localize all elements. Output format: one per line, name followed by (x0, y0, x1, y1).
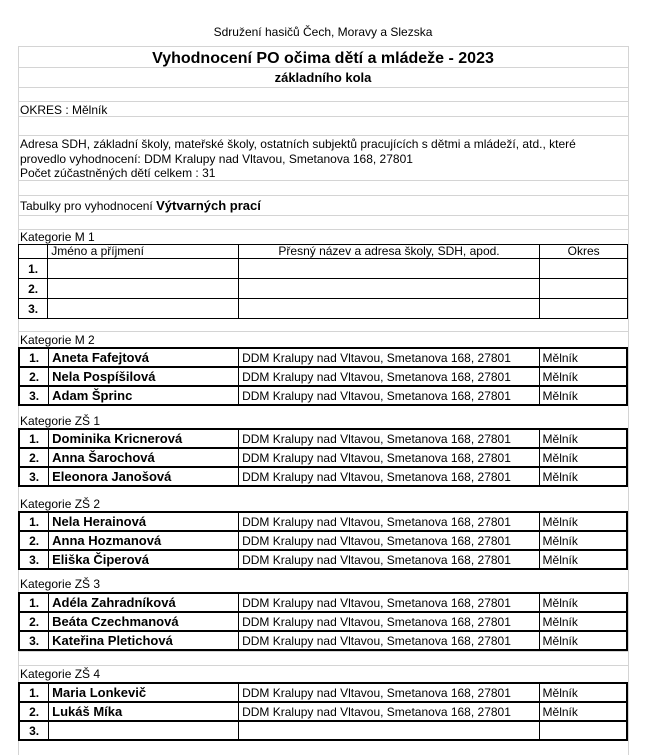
page-title: Vyhodnocení PO očima dětí a mládeže - 2023 (152, 50, 494, 67)
table-row (19, 721, 627, 740)
grid-line (18, 46, 628, 47)
row-okres: Mělník (539, 512, 627, 531)
row-address (238, 259, 539, 279)
header-name: Jméno a příjmení (48, 245, 239, 259)
row-address: DDM Kralupy nad Vltavou, Smetanova 168, 27801 (239, 367, 539, 386)
row-okres: Mělník (539, 550, 627, 569)
category-table-m2 (18, 347, 628, 406)
row-address: DDM Kralupy nad Vltavou, Smetanova 168, 27801 (239, 612, 539, 631)
table-row (19, 612, 627, 631)
row-address: DDM Kralupy nad Vltavou, Smetanova 168, 27801 (239, 702, 539, 721)
category-label: Kategorie ZŠ 3 (20, 577, 101, 591)
grid-line (18, 135, 628, 136)
row-name (48, 259, 239, 279)
row-address: DDM Kralupy nad Vltavou, Smetanova 168, 27801 (239, 531, 539, 550)
table-row (19, 512, 627, 531)
tables-heading-subject: Výtvarných prací (156, 198, 261, 213)
category-table-zs3 (18, 592, 628, 651)
grid-line (18, 215, 628, 216)
row-okres: Mělník (539, 702, 627, 721)
grid-line (18, 101, 628, 102)
row-okres (539, 721, 627, 740)
organization-name: Sdružení hasičů Čech, Moravy a Slezska (213, 25, 433, 39)
table-row (19, 429, 627, 448)
address-line-1: Adresa SDH, základní školy, mateřské školy, ostatních subjektů pracujících s dětmi a mládeží, atd., které (20, 137, 576, 151)
row-number: 3. (19, 386, 49, 405)
row-number: 3. (19, 299, 48, 319)
row-name: Dominika Kricnerová (49, 429, 239, 448)
row-number: 1. (19, 348, 49, 367)
row-address (238, 299, 539, 319)
tables-heading (20, 199, 261, 213)
row-name (48, 299, 239, 319)
row-address (239, 721, 539, 740)
table-row (19, 448, 627, 467)
row-number: 2. (19, 279, 48, 299)
row-number: 2. (19, 531, 49, 550)
grid-line (18, 195, 628, 196)
grid-line (628, 46, 629, 755)
row-address: DDM Kralupy nad Vltavou, Smetanova 168, 27801 (239, 348, 539, 367)
header-okres: Okres (540, 245, 628, 259)
row-address: DDM Kralupy nad Vltavou, Smetanova 168, 27801 (239, 631, 539, 650)
row-okres: Mělník (539, 531, 627, 550)
row-okres: Mělník (539, 367, 627, 386)
page-subtitle: základního kola (274, 70, 372, 85)
row-name: Eleonora Janošová (49, 467, 239, 486)
okres-label: OKRES : Mělník (20, 103, 108, 117)
row-number: 1. (19, 593, 49, 612)
row-name: Nela Herainová (49, 512, 239, 531)
row-okres: Mělník (539, 429, 627, 448)
category-table-zs2 (18, 511, 628, 570)
grid-line (18, 180, 628, 181)
category-table-zs1 (18, 428, 628, 487)
grid-line (18, 229, 628, 230)
table-row (19, 279, 628, 299)
row-okres (540, 299, 628, 319)
row-number: 3. (19, 467, 49, 486)
address-line-2: provedlo vyhodnocení: DDM Kralupy nad Vltavou, Smetanova 168, 27801 (20, 152, 413, 166)
row-okres: Mělník (539, 448, 627, 467)
row-address: DDM Kralupy nad Vltavou, Smetanova 168, 27801 (239, 448, 539, 467)
row-number: 3. (19, 550, 49, 569)
tables-heading-prefix: Tabulky pro vyhodnocení (20, 199, 157, 213)
row-name: Maria Lonkevič (49, 683, 239, 702)
row-address (238, 279, 539, 299)
table-row (19, 367, 627, 386)
row-address: DDM Kralupy nad Vltavou, Smetanova 168, 27801 (239, 467, 539, 486)
grid-line (18, 87, 628, 88)
row-number: 1. (19, 512, 49, 531)
category-label: Kategorie ZŠ 2 (20, 497, 101, 511)
grid-line (18, 116, 628, 117)
table-row (19, 531, 627, 550)
table-row (19, 683, 627, 702)
table-row (19, 386, 627, 405)
row-name: Lukáš Míka (49, 702, 239, 721)
row-name: Eliška Čiperová (49, 550, 239, 569)
header-address: Přesný název a adresa školy, SDH, apod. (238, 245, 539, 259)
grid-line (18, 331, 628, 332)
row-number: 2. (19, 702, 49, 721)
row-okres: Mělník (539, 467, 627, 486)
table-row (19, 593, 627, 612)
category-label: Kategorie ZŠ 1 (20, 414, 101, 428)
table-row (19, 702, 627, 721)
row-okres (540, 279, 628, 299)
row-name (48, 279, 239, 299)
row-number: 2. (19, 367, 49, 386)
row-number: 1. (19, 259, 48, 279)
row-address: DDM Kralupy nad Vltavou, Smetanova 168, 27801 (239, 386, 539, 405)
row-name: Adam Šprinc (49, 386, 239, 405)
row-okres: Mělník (539, 386, 627, 405)
row-okres: Mělník (539, 593, 627, 612)
grid-line (18, 651, 628, 652)
row-number: 3. (19, 631, 49, 650)
row-number: 2. (19, 612, 49, 631)
row-number: 2. (19, 448, 49, 467)
row-number: 3. (19, 721, 49, 740)
row-okres: Mělník (539, 612, 627, 631)
category-label: Kategorie M 2 (20, 333, 95, 347)
row-name: Beáta Czechmanová (49, 612, 239, 631)
row-address: DDM Kralupy nad Vltavou, Smetanova 168, 27801 (239, 429, 539, 448)
header-cell (19, 245, 48, 259)
row-okres: Mělník (539, 631, 627, 650)
participant-count: Počet zúčastněných dětí celkem : 31 (20, 166, 216, 180)
table-row (19, 348, 627, 367)
row-number: 1. (19, 683, 49, 702)
row-number: 1. (19, 429, 49, 448)
row-address: DDM Kralupy nad Vltavou, Smetanova 168, 27801 (239, 683, 539, 702)
row-address: DDM Kralupy nad Vltavou, Smetanova 168, 27801 (239, 593, 539, 612)
row-address: DDM Kralupy nad Vltavou, Smetanova 168, 27801 (239, 512, 539, 531)
category-table-zs4 (18, 682, 628, 741)
table-row (19, 550, 627, 569)
row-address: DDM Kralupy nad Vltavou, Smetanova 168, 27801 (239, 550, 539, 569)
row-name: Anna Šarochová (49, 448, 239, 467)
category-label: Kategorie M 1 (20, 230, 95, 244)
table-row (19, 467, 627, 486)
row-name: Nela Pospíšilová (49, 367, 239, 386)
table-row (19, 631, 627, 650)
category-table-m1 (18, 244, 628, 319)
category-label: Kategorie ZŠ 4 (20, 667, 101, 681)
row-name: Kateřina Pletichová (49, 631, 239, 650)
table-row (19, 259, 628, 279)
grid-line (18, 665, 628, 666)
table-header-row (19, 245, 628, 259)
row-name: Anna Hozmanová (49, 531, 239, 550)
row-name (49, 721, 239, 740)
table-row (19, 299, 628, 319)
row-name: Adéla Zahradníková (49, 593, 239, 612)
row-name: Aneta Fafejtová (49, 348, 239, 367)
row-okres: Mělník (539, 348, 627, 367)
row-okres (540, 259, 628, 279)
row-okres: Mělník (539, 683, 627, 702)
